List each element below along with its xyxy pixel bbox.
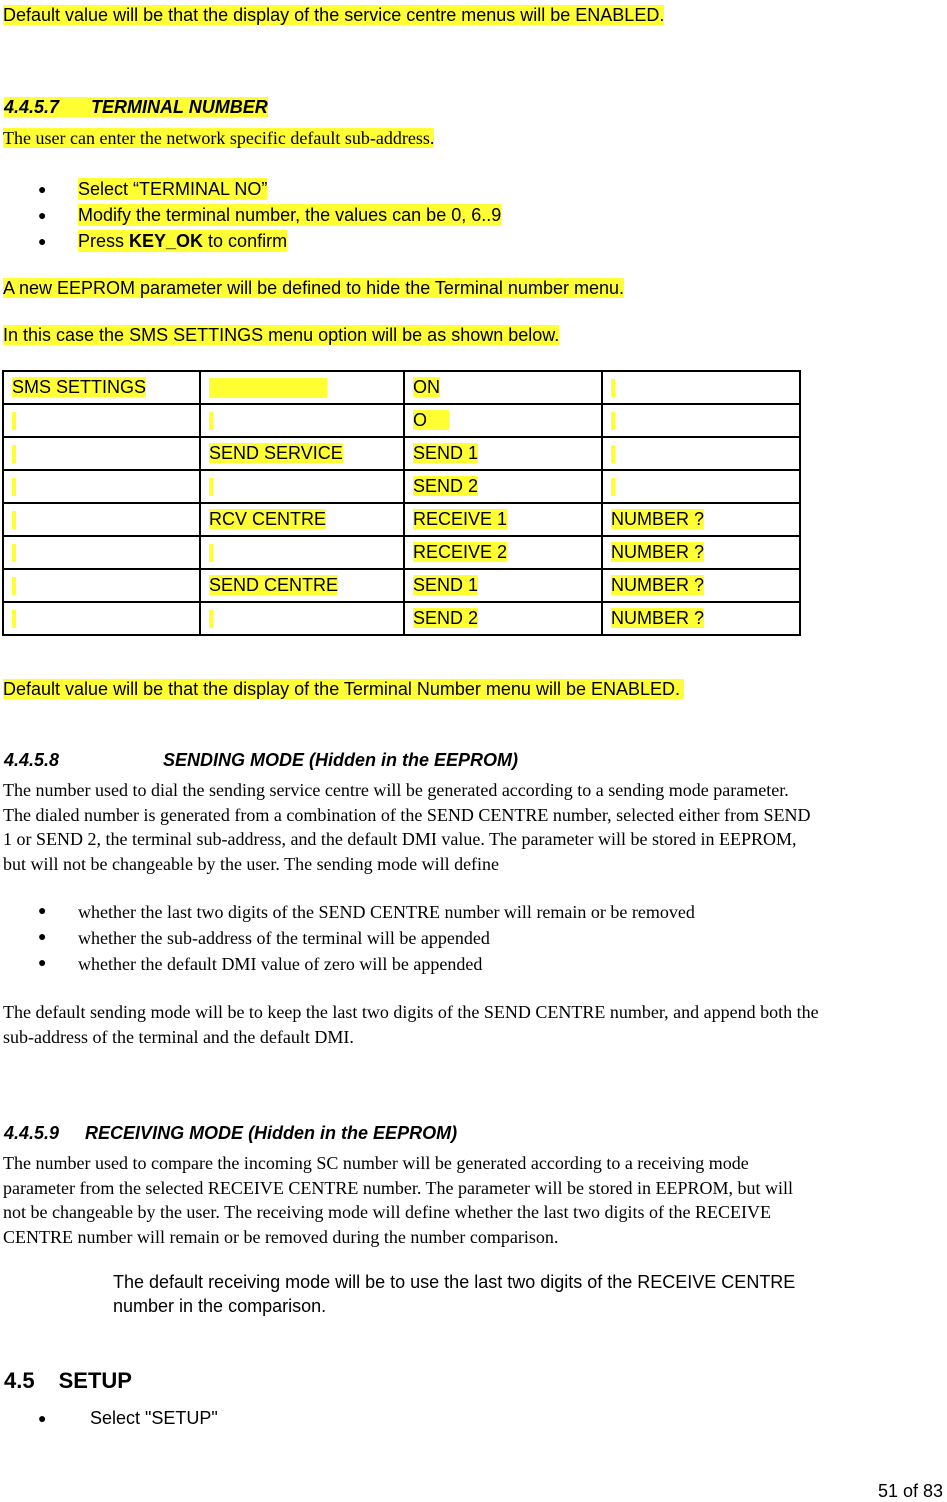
table-cell <box>3 404 200 437</box>
sms-settings-intro: In this case the SMS SETTINGS menu option will be as shown below. <box>3 325 560 345</box>
table-cell: NUMBER ? <box>602 602 800 635</box>
table-row <box>3 371 800 404</box>
table-cell: SEND 2 <box>404 470 602 503</box>
table-cell: SEND 1 <box>404 569 602 602</box>
table-cell <box>3 437 200 470</box>
list-item: ● whether the sub-address of the terminal will be appended <box>38 928 490 948</box>
list-item: ● Select "SETUP" <box>38 1408 218 1428</box>
section-number: 4.4.5.7 <box>4 97 60 117</box>
list-item: ● Select “TERMINAL NO” <box>38 179 268 199</box>
section-title: TERMINAL NUMBER <box>91 97 268 117</box>
bullet-icon: ● <box>38 181 47 197</box>
table-cell <box>200 536 404 569</box>
section-number: 4.4.5.9 <box>4 1123 60 1143</box>
receiving-mode-body: The number used to compare the incoming SC number will be generated according to a receiving mode parameter from the selected RECEIVE CENTRE number. The parameter will be stored in EEPROM, but will not be changeable by the user. The receiving mode will define whether the last two digits of the RECEIVE CENTRE number will remain or be removed during the number comparison. <box>3 1153 793 1247</box>
table-row <box>3 404 800 437</box>
terminal-default-paragraph: Default value will be that the display of the Terminal Number menu will be ENABLED. <box>3 678 684 700</box>
bullet-icon: ● <box>38 233 47 249</box>
table-cell: SEND CENTRE <box>200 569 404 602</box>
terminal-bullet-list <box>38 178 738 256</box>
table-cell <box>200 470 404 503</box>
heading-setup <box>4 1368 132 1394</box>
top-paragraph: Default value will be that the display of the service centre menus will be ENABLED. <box>3 5 665 25</box>
receiving-mode-note: The default receiving mode will be to use the last two digits of the RECEIVE CENTRE number in the comparison. <box>113 1272 796 1316</box>
table-row <box>3 536 800 569</box>
table-cell: SEND 1 <box>404 437 602 470</box>
table-cell <box>200 404 404 437</box>
table-cell <box>3 503 200 536</box>
bullet-icon: ● <box>38 207 47 223</box>
table-cell <box>602 437 800 470</box>
sending-mode-title: SENDING MODE (Hidden in the EEPROM) <box>163 750 519 770</box>
eeprom-paragraph: A new EEPROM parameter will be defined to hide the Terminal number menu. <box>3 278 624 298</box>
table-cell: RCV CENTRE <box>200 503 404 536</box>
section-title: SETUP <box>58 1368 132 1393</box>
sending-mode-bullet-list <box>38 901 838 979</box>
terminal-intro: The user can enter the network specific default sub-address. <box>3 128 435 148</box>
table-row <box>3 503 800 536</box>
table-cell <box>3 602 200 635</box>
section-number: 4.4.5.8 <box>4 750 60 770</box>
table-cell: SEND SERVICE <box>200 437 404 470</box>
table-cell: RECEIVE 1 <box>404 503 602 536</box>
table-cell: NUMBER ? <box>602 503 800 536</box>
list-item: ● Modify the terminal number, the values can be 0, 6..9 <box>38 205 502 225</box>
list-item: ● whether the last two digits of the SEND CENTRE number will remain or be removed <box>38 902 695 922</box>
sending-mode-closing: The default sending mode will be to keep the last two digits of the SEND CENTRE number, and append both the sub-address of the terminal and the default DMI. <box>3 1002 819 1047</box>
table-cell <box>200 371 404 404</box>
table-cell: SMS SETTINGS <box>3 371 200 404</box>
heading-sending-mode <box>4 749 59 771</box>
table-cell <box>3 569 200 602</box>
bullet-icon: ● <box>38 904 47 919</box>
heading-receiving-mode <box>4 1122 457 1144</box>
heading-terminal-number <box>4 96 268 118</box>
list-item: ● whether the default DMI value of zero will be appended <box>38 954 483 974</box>
table-cell: NUMBER ? <box>602 569 800 602</box>
list-item: ● Press KEY_OK to confirm <box>38 231 288 251</box>
setup-bullet-list <box>38 1407 438 1433</box>
table-row <box>3 569 800 602</box>
table-cell <box>602 404 800 437</box>
bullet-icon: ● <box>38 1410 47 1426</box>
page-number: 51 of 83 <box>877 1481 943 1501</box>
bullet-icon: ● <box>38 956 47 971</box>
table-cell: ON <box>404 371 602 404</box>
table-cell <box>200 602 404 635</box>
table-cell <box>3 536 200 569</box>
table-cell: SEND 2 <box>404 602 602 635</box>
table-cell: RECEIVE 2 <box>404 536 602 569</box>
section-title: RECEIVING MODE (Hidden in the EEPROM) <box>85 1123 458 1143</box>
sending-mode-body: The number used to dial the sending service centre will be generated according to a sending mode parameter. The dialed number is generated from a combination of the SEND CENTRE number, selected either from SEND 1 or SEND 2, the terminal sub-address, and the default DMI value. The parameter will be stored in EEPROM, but will not be changeable by the user. The sending mode will define <box>3 780 811 874</box>
table-cell <box>602 470 800 503</box>
table-cell: NUMBER ? <box>602 536 800 569</box>
table-cell <box>602 371 800 404</box>
key-ok-label: KEY_OK <box>129 231 204 251</box>
table-cell <box>3 470 200 503</box>
table-row <box>3 470 800 503</box>
sms-settings-table <box>2 370 801 636</box>
bullet-icon: ● <box>38 930 47 945</box>
table-row <box>3 437 800 470</box>
table-row <box>3 602 800 635</box>
table-cell: O <box>404 404 602 437</box>
section-number: 4.5 <box>4 1368 35 1393</box>
